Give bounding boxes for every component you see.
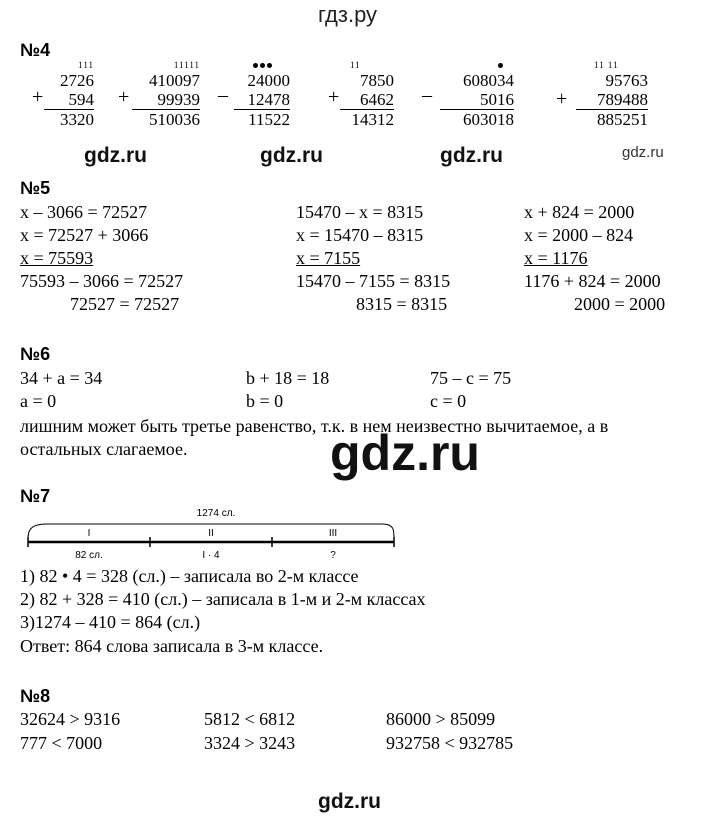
watermark: gdz.ru xyxy=(260,144,323,167)
column-top: 7850 xyxy=(360,71,394,90)
explanation-text: лишним может быть третье равенство, т.к. в нем неизвестно вычитаемое, а в xyxy=(20,416,609,436)
diagram-below-label: 82 сл. xyxy=(75,550,103,561)
column-result: 603018 xyxy=(463,110,514,129)
column-operator: – xyxy=(218,84,228,106)
equation-line: b + 18 = 18 xyxy=(246,368,330,388)
column-top: 2726 xyxy=(60,71,94,90)
equation-line: x = 2000 – 824 xyxy=(524,225,634,245)
equation-answer: a = 0 xyxy=(20,391,57,411)
column-top: 608034 xyxy=(463,71,514,90)
task-8-number: №8 xyxy=(20,686,51,706)
equation-line: x + 824 = 2000 xyxy=(524,202,635,222)
column-addition-4 xyxy=(576,60,648,129)
borrow-dots-icon xyxy=(234,60,290,71)
column-result: 3320 xyxy=(60,110,94,129)
equation-line: x = 15470 – 8315 xyxy=(296,225,424,245)
equation-line: x – 3066 = 72527 xyxy=(20,202,148,222)
equation-line: 15470 – x = 8315 xyxy=(296,202,424,222)
column-bottom: 99939 xyxy=(132,90,200,110)
carry-digits: 11 11 xyxy=(594,60,619,70)
column-subtraction-2 xyxy=(440,60,514,129)
watermark-large: gdz.ru xyxy=(330,425,480,481)
carry-digits: 11111 xyxy=(173,60,200,70)
column-bottom: 789488 xyxy=(576,90,648,110)
equation-check: 15470 – 7155 = 8315 xyxy=(296,271,451,291)
diagram-total-label: 1274 сл. xyxy=(196,508,236,519)
equation-line: 75 – c = 75 xyxy=(430,368,512,388)
column-addition-3 xyxy=(340,60,394,129)
column-bottom: 12478 xyxy=(234,90,290,110)
task-5-number: №5 xyxy=(20,178,51,198)
column-operator: + xyxy=(556,88,568,110)
column-top: 410097 xyxy=(149,71,200,90)
column-addition-1 xyxy=(44,60,94,129)
solution-step: 3)1274 – 410 = 864 (сл.) xyxy=(20,612,201,632)
equation-check: 75593 – 3066 = 72527 xyxy=(20,271,184,291)
equation-check-result: 72527 = 72527 xyxy=(70,294,180,314)
column-result: 510036 xyxy=(149,110,200,129)
task-6-number: №6 xyxy=(20,344,51,364)
equation-answer: x = 1176 xyxy=(524,248,588,268)
diagram-below-label: ? xyxy=(330,550,336,561)
column-top: 24000 xyxy=(247,71,290,90)
carry-digits: 11 xyxy=(350,60,361,70)
carry-digits: 111 xyxy=(78,60,94,70)
equation-answer: b = 0 xyxy=(246,391,284,411)
column-operator: + xyxy=(328,86,340,108)
equation-answer: x = 75593 xyxy=(20,248,94,268)
task-7-number: №7 xyxy=(20,486,51,506)
watermark: gdz.ru xyxy=(440,144,503,167)
column-result: 11522 xyxy=(248,110,290,129)
column-bottom: 6462 xyxy=(340,90,394,110)
watermark: gdz.ru xyxy=(84,144,147,167)
column-addition-2 xyxy=(132,60,200,129)
solution-step: 1) 82 • 4 = 328 (сл.) – записала во 2-м классе xyxy=(20,566,359,586)
diagram-segment-label: III xyxy=(328,528,338,539)
equation-answer: x = 7155 xyxy=(296,248,361,268)
diagram-below-label: I · 4 xyxy=(202,550,220,561)
equation-answer: c = 0 xyxy=(430,391,467,411)
comparison: 32624 > 9316 xyxy=(20,709,121,729)
column-result: 885251 xyxy=(597,110,648,129)
equation-check: 1176 + 824 = 2000 xyxy=(524,271,661,291)
comparison: 777 < 7000 xyxy=(20,733,103,753)
task-4-number: №4 xyxy=(20,40,51,60)
column-operator: + xyxy=(32,86,44,108)
column-result: 14312 xyxy=(351,110,394,129)
equation-check-result: 2000 = 2000 xyxy=(574,294,666,314)
diagram-segment-label: I xyxy=(87,528,91,539)
site-header: гдз.ру xyxy=(318,2,378,27)
diagram-segment-label: II xyxy=(208,528,214,539)
explanation-text: остальных слагаемое. xyxy=(20,439,188,459)
segment-diagram xyxy=(20,504,400,566)
column-top: 95763 xyxy=(605,71,648,90)
comparison: 5812 < 6812 xyxy=(204,709,296,729)
column-bottom: 594 xyxy=(44,90,94,110)
column-subtraction-1 xyxy=(234,60,290,129)
equation-line: 34 + a = 34 xyxy=(20,368,103,388)
column-operator: – xyxy=(422,84,432,106)
equation-check-result: 8315 = 8315 xyxy=(356,294,448,314)
watermark: gdz.ru xyxy=(622,144,664,161)
column-operator: + xyxy=(118,86,130,108)
column-bottom: 5016 xyxy=(440,90,514,110)
solution-step: 2) 82 + 328 = 410 (сл.) – записала в 1-м и 2-м классах xyxy=(20,589,426,609)
equation-line: x = 72527 + 3066 xyxy=(20,225,149,245)
answer-line: Ответ: 864 слова записала в 3-м классе. xyxy=(20,636,324,656)
comparison: 3324 > 3243 xyxy=(204,733,296,753)
watermark-footer: gdz.ru xyxy=(318,790,381,813)
comparison: 86000 > 85099 xyxy=(386,709,496,729)
borrow-dot-icon xyxy=(440,60,514,71)
comparison: 932758 < 932785 xyxy=(386,733,514,753)
